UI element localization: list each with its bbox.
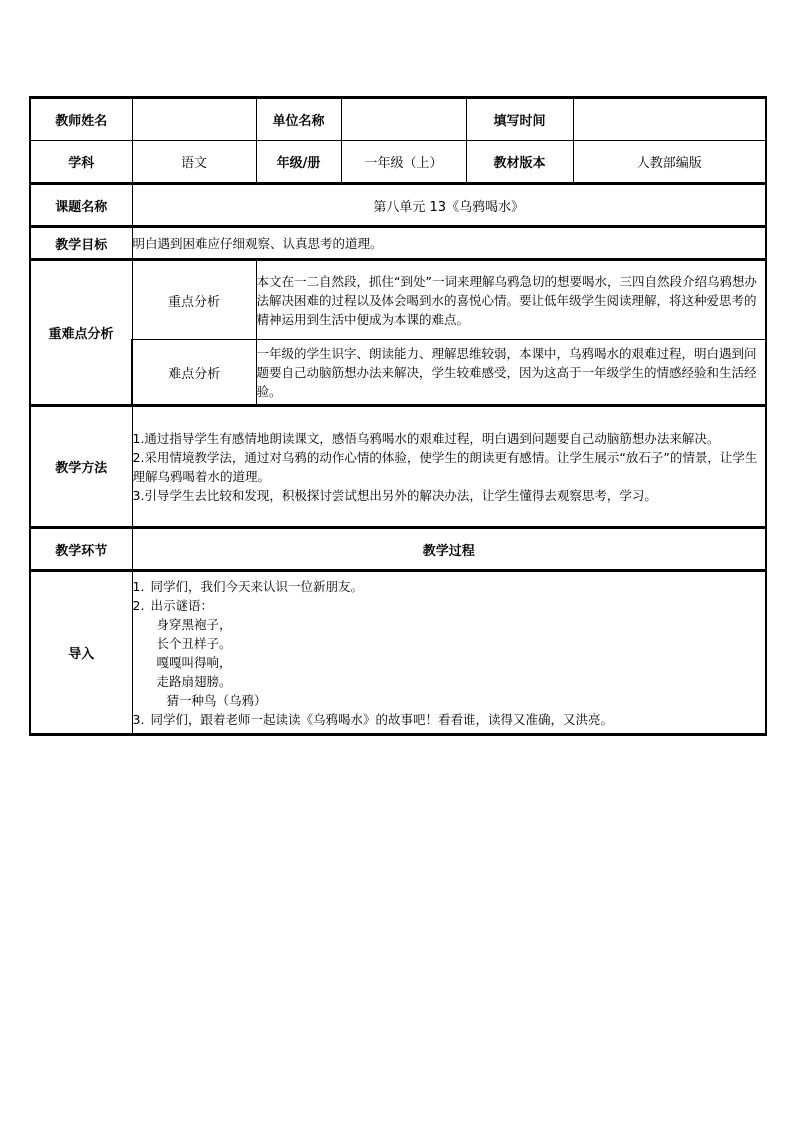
- intro-item-text: 同学们，跟着老师一起读读《乌鸦喝水》的故事吧！看看谁，读得又准确，又洪亮。: [150, 711, 613, 727]
- goal-value: 明白遇到困难应仔细观察、认真思考的道理。: [132, 227, 766, 260]
- difficult-label: 难点分析: [132, 340, 256, 406]
- method-item: 2.采用情境教学法，通过对乌鸦的动作心情的体验，使学生的朗读更有感情。让学生展示“放石子”的情景，让学生理解乌鸦喝着水的道理。: [132, 449, 758, 484]
- fill-time-label: 填写时间: [466, 98, 573, 141]
- intro-item: [133, 577, 766, 596]
- goal-row: [30, 227, 766, 260]
- unit-name-value: [341, 98, 466, 141]
- key-value: 本文在一二自然段，抓住“到处”一词来理解乌鸦急切的想要喝水，三四自然段介绍乌鸦想办法解决困难的过程以及体会喝到水的喜悦心情。要让低年级学生阅读理解，将这种爱思考的精神运用到生活中便成为本课的难点。: [256, 260, 766, 340]
- lesson-plan-table: [29, 96, 767, 736]
- unit-name-label: 单位名称: [256, 98, 341, 141]
- analysis-label: 重难点分析: [30, 260, 132, 406]
- intro-item: [133, 710, 766, 729]
- intro-row: [30, 571, 766, 735]
- process-label: 教学过程: [132, 528, 766, 571]
- intro-item-number: 1.: [132, 578, 145, 594]
- key-label: 重点分析: [132, 260, 256, 340]
- difficult-value: 一年级的学生识字、朗读能力、理解思维较弱，本课中，乌鸦喝水的艰难过程，明白遇到问题要自己动脑筋想办法来解决，学生较难感受，因为这高于一年级学生的情感经验和生活经验。: [256, 340, 766, 406]
- riddle-line: 走路扇翅膀。: [156, 673, 232, 689]
- grade-value: 一年级（上）: [341, 141, 466, 184]
- header-row-1: [30, 98, 766, 141]
- intro-item: [133, 596, 766, 615]
- intro-label: 导入: [30, 571, 132, 735]
- method-row: [30, 406, 766, 528]
- intro-item-text: 出示谜语：: [150, 597, 213, 613]
- method-item: 3.引导学生去比较和发现，积极探讨尝试想出另外的解决办法，让学生懂得去观察思考，学习。: [132, 487, 657, 503]
- fill-time-value: [573, 98, 766, 141]
- header-row-2: [30, 141, 766, 184]
- intro-item-text: 同学们，我们今天来认识一位新朋友。: [150, 578, 363, 594]
- subject-value: 语文: [132, 141, 256, 184]
- subject-label: 学科: [30, 141, 132, 184]
- textbook-label: 教材版本: [466, 141, 573, 184]
- riddle-line: 身穿黑袍子，: [156, 616, 232, 632]
- grade-label: 年级/册: [256, 141, 341, 184]
- title-label: 课题名称: [30, 184, 132, 227]
- stage-header-row: [30, 528, 766, 571]
- key-analysis-row: [30, 260, 766, 340]
- riddle-answer: 猜一种鸟（乌鸦）: [166, 692, 267, 708]
- title-value: 第八单元 13《乌鸦喝水》: [132, 184, 766, 227]
- method-item: 1.通过指导学生有感情地朗读课文，感悟乌鸦喝水的艰难过程，明白遇到问题要自己动脑筋想办法来解决。: [132, 430, 720, 446]
- riddle-line: 长个丑样子。: [156, 635, 232, 651]
- goal-label: 教学目标: [30, 227, 132, 260]
- title-row: [30, 184, 766, 227]
- stage-label: 教学环节: [30, 528, 132, 571]
- teacher-name-value: [132, 98, 256, 141]
- method-label: 教学方法: [30, 406, 132, 528]
- riddle-line: 嘎嘎叫得响，: [156, 654, 232, 670]
- intro-item-number: 3.: [132, 711, 145, 727]
- intro-item-number: 2.: [132, 597, 145, 613]
- method-list: [132, 406, 766, 528]
- textbook-value: 人教部编版: [573, 141, 766, 184]
- teacher-name-label: 教师姓名: [30, 98, 132, 141]
- difficult-analysis-row: [30, 340, 766, 406]
- intro-content: [132, 571, 766, 735]
